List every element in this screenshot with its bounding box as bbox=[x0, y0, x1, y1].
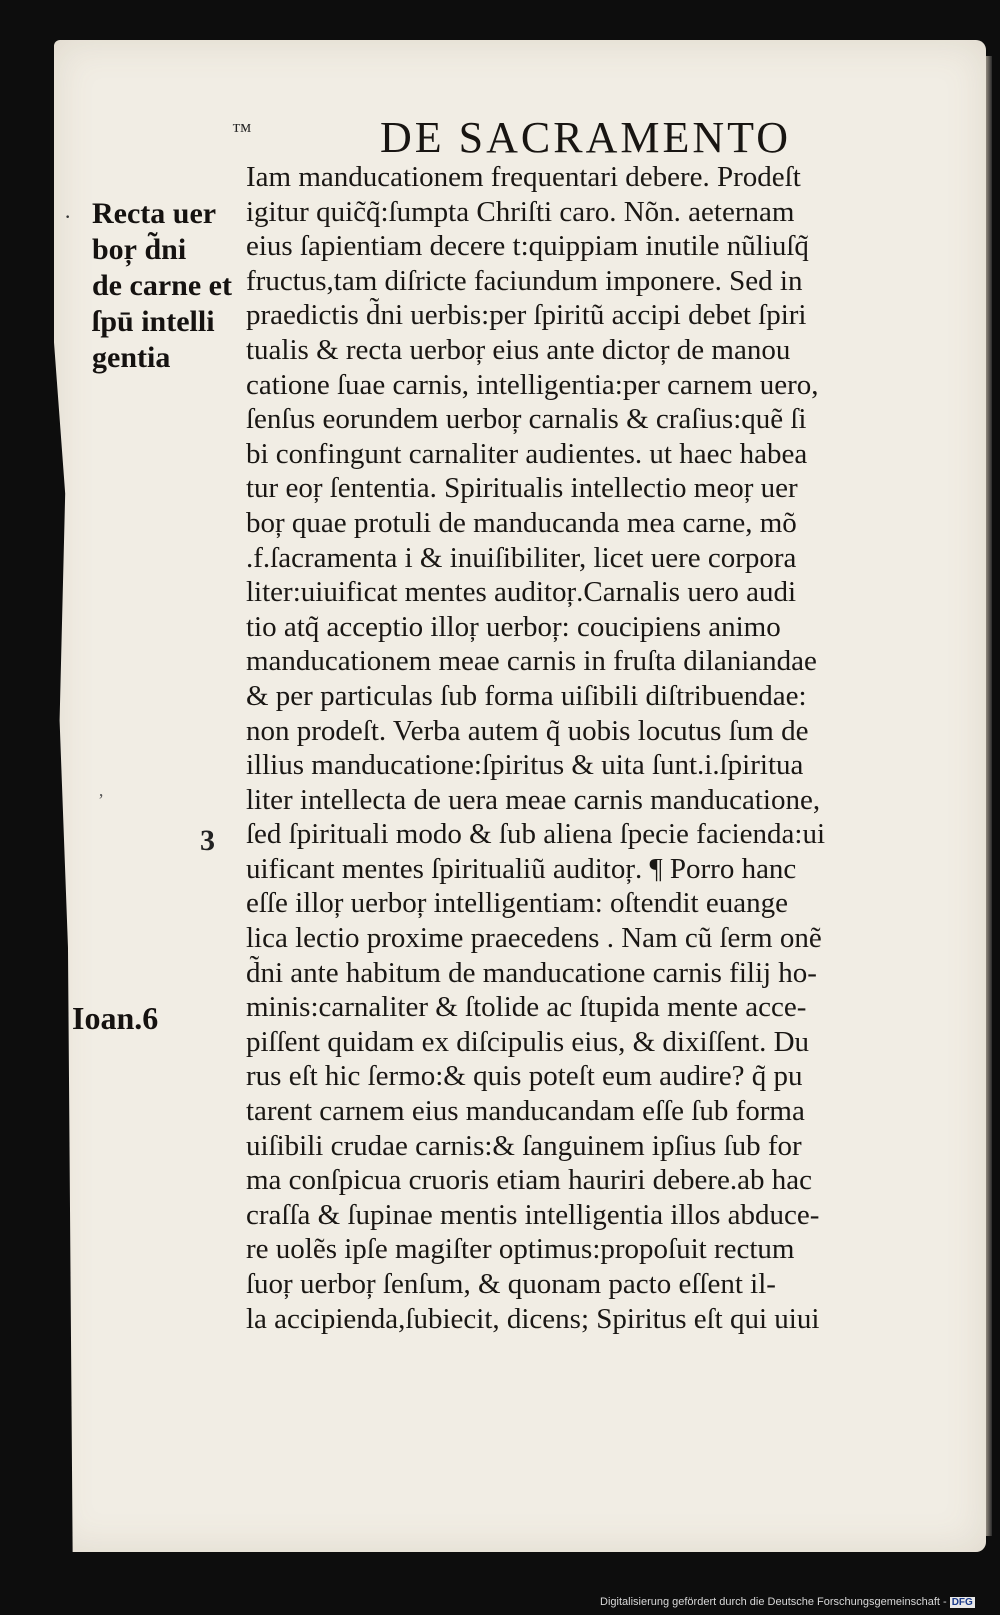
printer-mark-top: ™ bbox=[232, 120, 252, 142]
text-line: ſuoŗ uerboŗ ſenſum, & quonam pacto eſſent il- bbox=[246, 1268, 776, 1300]
text-line: fructus,tam diſricte faciundum imponere. Sed in bbox=[246, 264, 803, 297]
text-line: bi confingunt carnaliter audientes. ut haec habea bbox=[246, 437, 808, 470]
text-line: eius ſapientiam decere t:quippiam inutile nũliuſq̃ bbox=[246, 230, 809, 263]
text-line: eſſe illoŗ uerboŗ intelligentiam: oſtendit euange bbox=[246, 887, 788, 920]
text-line: .f.ſacramenta i & inuiſibiliter, licet uere corpora bbox=[246, 541, 797, 574]
text-line: tualis & recta uerboŗ eius ante dictoŗ de manou bbox=[246, 333, 791, 366]
text-line: praedictis d̃ni uerbis:per ſpiritũ accipi debet ſpiri bbox=[246, 299, 807, 332]
gloss-line: ſpū intelli bbox=[92, 305, 215, 338]
gloss-line: gentia bbox=[92, 341, 171, 374]
text-line: ſed ſpirituali modo & ſub aliena ſpecie facienda:ui bbox=[246, 818, 825, 851]
text-line: re uolẽs ipſe magiſter optimus:propoſuit rectum bbox=[246, 1233, 795, 1266]
text-line: boŗ quae protuli de manducanda mea carne, mõ bbox=[246, 506, 797, 539]
text-line: uificant mentes ſpiritualiũ auditoŗ. ¶ Porro hanc bbox=[246, 852, 797, 885]
running-header: DE SACRAMENTO bbox=[380, 113, 792, 162]
text-line: & per particulas ſub forma uiſibili diſtribuendae: bbox=[246, 679, 807, 712]
text-line: illius manducatione:ſpiritus & uita ſunt.i.ſpiritua bbox=[246, 749, 804, 782]
text-line: igitur quic̃q̃:ſumpta Chriſti caro. Nõn. aeternam bbox=[246, 195, 795, 228]
text-line: rus eſt hic ſermo:& quis poteſt eum audire? q̃ pu bbox=[246, 1060, 803, 1093]
text-line: piſſent quidam ex diſcipulis eius, & dixiſſent. Du bbox=[246, 1025, 810, 1058]
signature-mark: 3 bbox=[200, 824, 215, 857]
text-line: lica lectio proxime praecedens . Nam cũ ſerm onẽ bbox=[246, 922, 822, 955]
text-line: ma conſpicua cruoris etiam hauriri debere.ab hac bbox=[246, 1164, 813, 1197]
gloss-line: Recta uer bbox=[92, 197, 217, 230]
text-line: liter intellecta de uera meae carnis manducatione, bbox=[246, 783, 821, 816]
margin-dot: · bbox=[64, 204, 72, 229]
marginal-gloss bbox=[92, 196, 242, 376]
text-line: la accipienda,ſubiecit, dicens; Spiritus eſt qui uiui bbox=[246, 1302, 820, 1335]
text-line: non prodeſt. Verba autem q̃ uobis locutus ſum de bbox=[246, 714, 809, 747]
text-line: Iam manducationem frequentari debere. Prodeſt bbox=[246, 161, 801, 193]
dfg-logo: DFG bbox=[951, 1597, 973, 1608]
text-line: tur eoŗ ſententia. Spiritualis intellectio meoŗ uer bbox=[246, 472, 798, 505]
text-line: manducationem meae carnis in fruſta dilaniandae bbox=[246, 645, 817, 678]
text-line: tio atq̃ acceptio illoŗ uerboŗ: coucipiens animo bbox=[246, 610, 781, 643]
digitization-credit bbox=[600, 1596, 975, 1608]
gloss-line: de carne et bbox=[92, 269, 232, 302]
text-line: catione ſuae carnis, intelligentia:per carnem uero, bbox=[246, 368, 819, 401]
margin-comma: ’ bbox=[98, 790, 104, 810]
gloss-line: boŗ d̃ni bbox=[92, 233, 187, 266]
text-line: ſenſus eorundem uerboŗ carnalis & craſius:quẽ ſi bbox=[246, 403, 807, 436]
main-text-block bbox=[246, 160, 926, 1336]
text-line: d̃ni ante habitum de manducatione carnis filij ho- bbox=[246, 956, 817, 989]
credit-text: Digitalisierung gefördert durch die Deutsche Forschungsgemeinschaft - bbox=[600, 1596, 947, 1608]
text-line: craſſa & ſupinae mentis intelligentia illos abduce- bbox=[246, 1198, 820, 1231]
text-line: uiſibili crudae carnis:& ſanguinem ipſius ſub for bbox=[246, 1129, 802, 1162]
text-line: tarent carnem eius manducandam eſſe ſub forma bbox=[246, 1095, 805, 1128]
scripture-reference: Ioan.6 bbox=[72, 1000, 159, 1036]
text-line: liter:uiuificat mentes auditoŗ.Carnalis uero audi bbox=[246, 576, 797, 609]
text-line: minis:carnaliter & ſtolide ac ſtupida mente acce- bbox=[246, 991, 807, 1024]
